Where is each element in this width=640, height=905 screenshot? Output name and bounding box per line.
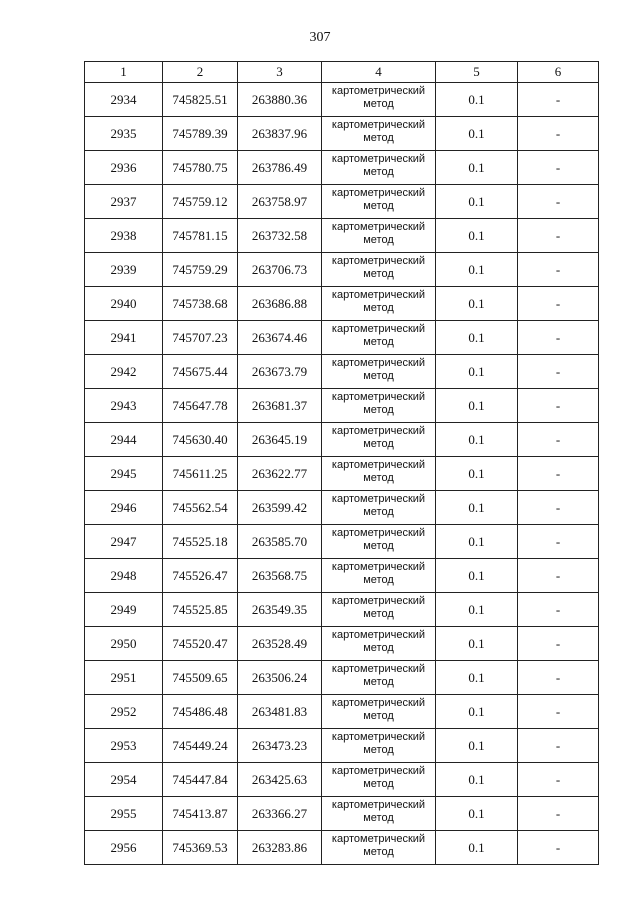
method-line: картометрический xyxy=(331,765,426,777)
method-line: метод xyxy=(363,540,394,552)
method-line: картометрический xyxy=(331,119,426,131)
point-number-cell: 2941 xyxy=(85,321,163,355)
note-cell: - xyxy=(518,423,599,457)
accuracy-cell: 0.1 xyxy=(436,287,518,321)
point-number-cell: 2942 xyxy=(85,355,163,389)
point-number-cell: 2949 xyxy=(85,593,163,627)
accuracy-cell: 0.1 xyxy=(436,321,518,355)
accuracy-cell: 0.1 xyxy=(436,355,518,389)
table-row xyxy=(85,491,599,525)
method-line: картометрический xyxy=(331,799,426,811)
point-number-cell: 2953 xyxy=(85,729,163,763)
method-line: метод xyxy=(363,676,394,688)
x-coordinate-cell: 745780.75 xyxy=(163,151,238,185)
x-coordinate-cell: 745611.25 xyxy=(163,457,238,491)
note-cell: - xyxy=(518,287,599,321)
x-coordinate-cell: 745707.23 xyxy=(163,321,238,355)
method-line: метод xyxy=(363,132,394,144)
note-cell: - xyxy=(518,355,599,389)
point-number-cell: 2955 xyxy=(85,797,163,831)
y-coordinate-cell: 263758.97 xyxy=(238,185,322,219)
table-row xyxy=(85,627,599,661)
method-line: метод xyxy=(363,710,394,722)
method-cell xyxy=(322,729,436,763)
note-cell: - xyxy=(518,83,599,117)
accuracy-cell: 0.1 xyxy=(436,661,518,695)
accuracy-cell: 0.1 xyxy=(436,797,518,831)
note-cell: - xyxy=(518,661,599,695)
note-cell: - xyxy=(518,219,599,253)
method-line: метод xyxy=(363,778,394,790)
method-line: картометрический xyxy=(331,323,426,335)
method-line: метод xyxy=(363,98,394,110)
method-line: метод xyxy=(363,336,394,348)
point-number-cell: 2943 xyxy=(85,389,163,423)
method-cell xyxy=(322,525,436,559)
method-line: метод xyxy=(363,268,394,280)
x-coordinate-cell: 745759.12 xyxy=(163,185,238,219)
table-row xyxy=(85,729,599,763)
table-row xyxy=(85,559,599,593)
point-number-cell: 2935 xyxy=(85,117,163,151)
method-cell xyxy=(322,355,436,389)
accuracy-cell: 0.1 xyxy=(436,423,518,457)
method-line: метод xyxy=(363,370,394,382)
x-coordinate-cell: 745759.29 xyxy=(163,253,238,287)
y-coordinate-cell: 263549.35 xyxy=(238,593,322,627)
column-header: 5 xyxy=(436,62,518,83)
method-line: картометрический xyxy=(331,255,426,267)
method-line: метод xyxy=(363,234,394,246)
note-cell: - xyxy=(518,525,599,559)
method-line: картометрический xyxy=(331,493,426,505)
x-coordinate-cell: 745647.78 xyxy=(163,389,238,423)
accuracy-cell: 0.1 xyxy=(436,389,518,423)
table-row xyxy=(85,253,599,287)
point-number-cell: 2934 xyxy=(85,83,163,117)
method-cell xyxy=(322,185,436,219)
method-cell xyxy=(322,151,436,185)
method-line: метод xyxy=(363,472,394,484)
accuracy-cell: 0.1 xyxy=(436,525,518,559)
accuracy-cell: 0.1 xyxy=(436,627,518,661)
method-line: метод xyxy=(363,744,394,756)
accuracy-cell: 0.1 xyxy=(436,83,518,117)
point-number-cell: 2950 xyxy=(85,627,163,661)
table-row xyxy=(85,151,599,185)
x-coordinate-cell: 745486.48 xyxy=(163,695,238,729)
table-row xyxy=(85,321,599,355)
point-number-cell: 2948 xyxy=(85,559,163,593)
accuracy-cell: 0.1 xyxy=(436,117,518,151)
method-line: картометрический xyxy=(331,561,426,573)
table-row xyxy=(85,355,599,389)
note-cell: - xyxy=(518,151,599,185)
method-line: картометрический xyxy=(331,697,426,709)
method-cell xyxy=(322,389,436,423)
x-coordinate-cell: 745825.51 xyxy=(163,83,238,117)
note-cell: - xyxy=(518,831,599,865)
y-coordinate-cell: 263528.49 xyxy=(238,627,322,661)
method-cell xyxy=(322,287,436,321)
method-cell xyxy=(322,831,436,865)
y-coordinate-cell: 263599.42 xyxy=(238,491,322,525)
note-cell: - xyxy=(518,117,599,151)
note-cell: - xyxy=(518,457,599,491)
x-coordinate-cell: 745789.39 xyxy=(163,117,238,151)
y-coordinate-cell: 263681.37 xyxy=(238,389,322,423)
table-row xyxy=(85,423,599,457)
note-cell: - xyxy=(518,797,599,831)
y-coordinate-cell: 263366.27 xyxy=(238,797,322,831)
y-coordinate-cell: 263473.23 xyxy=(238,729,322,763)
note-cell: - xyxy=(518,729,599,763)
y-coordinate-cell: 263686.88 xyxy=(238,287,322,321)
table-row xyxy=(85,763,599,797)
table-row xyxy=(85,593,599,627)
table-row xyxy=(85,661,599,695)
x-coordinate-cell: 745781.15 xyxy=(163,219,238,253)
point-number-cell: 2951 xyxy=(85,661,163,695)
accuracy-cell: 0.1 xyxy=(436,831,518,865)
point-number-cell: 2945 xyxy=(85,457,163,491)
x-coordinate-cell: 745562.54 xyxy=(163,491,238,525)
point-number-cell: 2939 xyxy=(85,253,163,287)
x-coordinate-cell: 745509.65 xyxy=(163,661,238,695)
column-header: 4 xyxy=(322,62,436,83)
point-number-cell: 2940 xyxy=(85,287,163,321)
note-cell: - xyxy=(518,321,599,355)
point-number-cell: 2938 xyxy=(85,219,163,253)
coordinates-table xyxy=(84,61,599,865)
point-number-cell: 2947 xyxy=(85,525,163,559)
x-coordinate-cell: 745525.85 xyxy=(163,593,238,627)
method-line: картометрический xyxy=(331,629,426,641)
table-row xyxy=(85,287,599,321)
method-line: метод xyxy=(363,506,394,518)
method-line: картометрический xyxy=(331,187,426,199)
y-coordinate-cell: 263425.63 xyxy=(238,763,322,797)
x-coordinate-cell: 745630.40 xyxy=(163,423,238,457)
method-line: картометрический xyxy=(331,663,426,675)
method-cell xyxy=(322,763,436,797)
y-coordinate-cell: 263880.36 xyxy=(238,83,322,117)
y-coordinate-cell: 263481.83 xyxy=(238,695,322,729)
y-coordinate-cell: 263673.79 xyxy=(238,355,322,389)
method-cell xyxy=(322,253,436,287)
table-row xyxy=(85,457,599,491)
method-cell xyxy=(322,83,436,117)
accuracy-cell: 0.1 xyxy=(436,729,518,763)
method-cell xyxy=(322,423,436,457)
note-cell: - xyxy=(518,559,599,593)
y-coordinate-cell: 263645.19 xyxy=(238,423,322,457)
method-line: картометрический xyxy=(331,289,426,301)
table-row xyxy=(85,83,599,117)
table-row xyxy=(85,219,599,253)
method-cell xyxy=(322,695,436,729)
column-header: 3 xyxy=(238,62,322,83)
table-body xyxy=(85,83,599,865)
y-coordinate-cell: 263732.58 xyxy=(238,219,322,253)
x-coordinate-cell: 745738.68 xyxy=(163,287,238,321)
table-row xyxy=(85,831,599,865)
point-number-cell: 2944 xyxy=(85,423,163,457)
note-cell: - xyxy=(518,389,599,423)
y-coordinate-cell: 263674.46 xyxy=(238,321,322,355)
accuracy-cell: 0.1 xyxy=(436,219,518,253)
method-line: картометрический xyxy=(331,527,426,539)
method-line: картометрический xyxy=(331,425,426,437)
accuracy-cell: 0.1 xyxy=(436,763,518,797)
accuracy-cell: 0.1 xyxy=(436,253,518,287)
method-line: метод xyxy=(363,812,394,824)
accuracy-cell: 0.1 xyxy=(436,491,518,525)
method-line: метод xyxy=(363,200,394,212)
method-cell xyxy=(322,457,436,491)
method-line: метод xyxy=(363,608,394,620)
method-line: метод xyxy=(363,302,394,314)
table-row xyxy=(85,117,599,151)
point-number-cell: 2956 xyxy=(85,831,163,865)
x-coordinate-cell: 745526.47 xyxy=(163,559,238,593)
method-line: метод xyxy=(363,166,394,178)
y-coordinate-cell: 263622.77 xyxy=(238,457,322,491)
note-cell: - xyxy=(518,491,599,525)
method-cell xyxy=(322,593,436,627)
method-cell xyxy=(322,627,436,661)
point-number-cell: 2936 xyxy=(85,151,163,185)
table-row xyxy=(85,797,599,831)
point-number-cell: 2937 xyxy=(85,185,163,219)
method-cell xyxy=(322,219,436,253)
y-coordinate-cell: 263786.49 xyxy=(238,151,322,185)
x-coordinate-cell: 745447.84 xyxy=(163,763,238,797)
y-coordinate-cell: 263585.70 xyxy=(238,525,322,559)
accuracy-cell: 0.1 xyxy=(436,457,518,491)
method-line: картометрический xyxy=(331,85,426,97)
table-row xyxy=(85,389,599,423)
y-coordinate-cell: 263283.86 xyxy=(238,831,322,865)
note-cell: - xyxy=(518,253,599,287)
accuracy-cell: 0.1 xyxy=(436,593,518,627)
method-cell xyxy=(322,559,436,593)
y-coordinate-cell: 263506.24 xyxy=(238,661,322,695)
note-cell: - xyxy=(518,763,599,797)
x-coordinate-cell: 745449.24 xyxy=(163,729,238,763)
method-line: картометрический xyxy=(331,153,426,165)
x-coordinate-cell: 745675.44 xyxy=(163,355,238,389)
method-line: картометрический xyxy=(331,221,426,233)
accuracy-cell: 0.1 xyxy=(436,559,518,593)
column-header: 6 xyxy=(518,62,599,83)
table-row xyxy=(85,695,599,729)
point-number-cell: 2946 xyxy=(85,491,163,525)
method-line: картометрический xyxy=(331,459,426,471)
point-number-cell: 2954 xyxy=(85,763,163,797)
table-row xyxy=(85,185,599,219)
note-cell: - xyxy=(518,695,599,729)
x-coordinate-cell: 745413.87 xyxy=(163,797,238,831)
method-line: метод xyxy=(363,404,394,416)
column-header: 1 xyxy=(85,62,163,83)
method-cell xyxy=(322,661,436,695)
method-cell xyxy=(322,117,436,151)
method-cell xyxy=(322,321,436,355)
column-header: 2 xyxy=(163,62,238,83)
method-line: метод xyxy=(363,438,394,450)
table-row xyxy=(85,525,599,559)
x-coordinate-cell: 745369.53 xyxy=(163,831,238,865)
accuracy-cell: 0.1 xyxy=(436,695,518,729)
y-coordinate-cell: 263706.73 xyxy=(238,253,322,287)
method-line: картометрический xyxy=(331,833,426,845)
note-cell: - xyxy=(518,185,599,219)
y-coordinate-cell: 263837.96 xyxy=(238,117,322,151)
method-cell xyxy=(322,797,436,831)
table-header-row xyxy=(85,62,599,83)
method-line: картометрический xyxy=(331,357,426,369)
point-number-cell: 2952 xyxy=(85,695,163,729)
method-line: метод xyxy=(363,574,394,586)
method-line: картометрический xyxy=(331,391,426,403)
y-coordinate-cell: 263568.75 xyxy=(238,559,322,593)
accuracy-cell: 0.1 xyxy=(436,185,518,219)
x-coordinate-cell: 745520.47 xyxy=(163,627,238,661)
method-line: картометрический xyxy=(331,731,426,743)
note-cell: - xyxy=(518,593,599,627)
method-line: метод xyxy=(363,846,394,858)
method-cell xyxy=(322,491,436,525)
note-cell: - xyxy=(518,627,599,661)
x-coordinate-cell: 745525.18 xyxy=(163,525,238,559)
accuracy-cell: 0.1 xyxy=(436,151,518,185)
page-number: 307 xyxy=(309,30,331,45)
method-line: метод xyxy=(363,642,394,654)
method-line: картометрический xyxy=(331,595,426,607)
